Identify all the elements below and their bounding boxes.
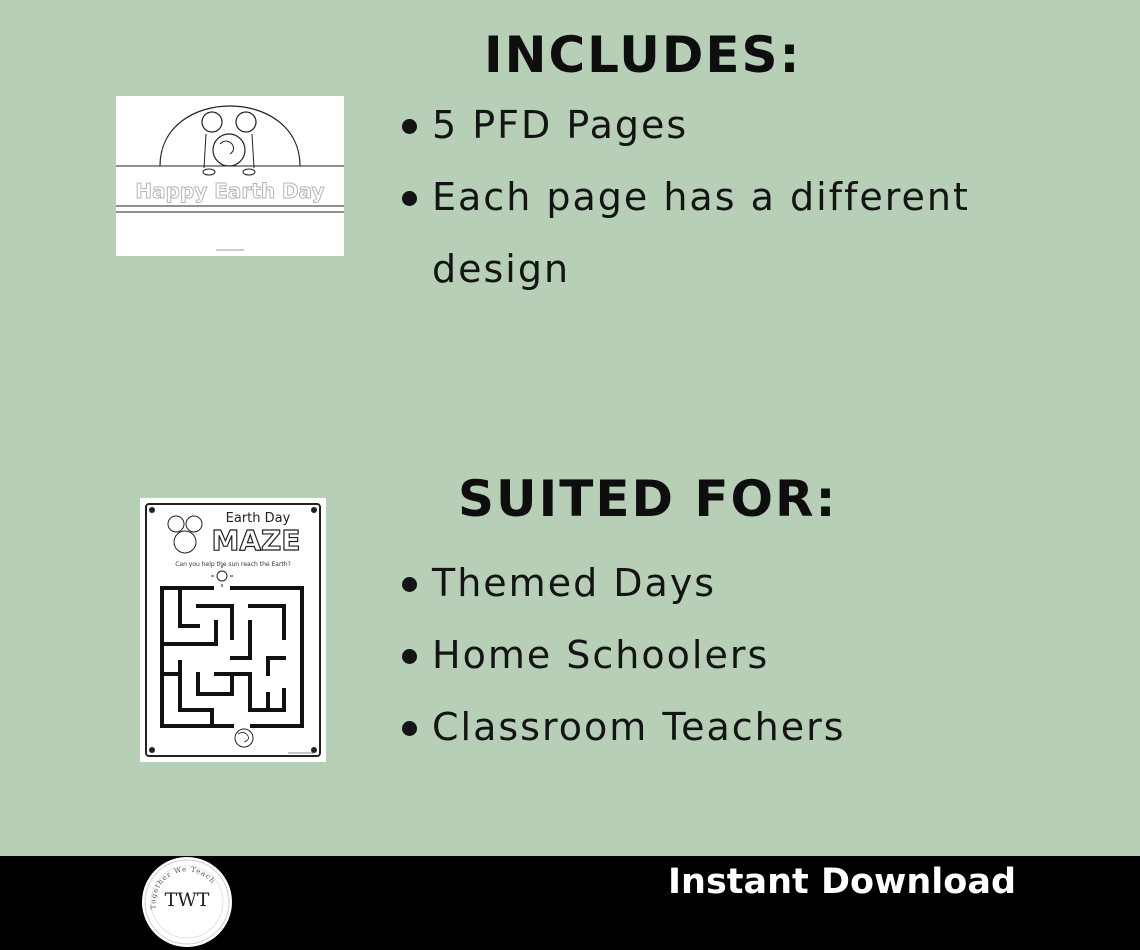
suited-for-list (398, 547, 1038, 763)
maze-preview-image (140, 498, 326, 762)
crown-preview-image (116, 96, 344, 256)
instant-download-label: Instant Download (668, 862, 1017, 902)
includes-list (398, 89, 1038, 305)
list-item: Themed Days (398, 547, 1038, 619)
maze-title-text: Earth Day (225, 511, 291, 526)
list-item: 5 PFD Pages (398, 89, 1038, 161)
logo-ring-text: Together We Teach (149, 865, 218, 910)
list-item: Home Schoolers (398, 619, 1038, 691)
crown-banner-text: Happy Earth Day (135, 179, 325, 203)
list-item: Classroom Teachers (398, 691, 1038, 763)
maze-word-text: MAZE (211, 524, 301, 557)
suited-for-heading: SUITED FOR: (458, 470, 838, 528)
twt-logo (142, 857, 232, 947)
list-item: Each page has a different design (398, 161, 1038, 305)
maze-prompt-text: Can you help the sun reach the Earth? (175, 561, 291, 568)
includes-heading: INCLUDES: (484, 26, 802, 84)
logo-initials: TWT (164, 889, 210, 911)
